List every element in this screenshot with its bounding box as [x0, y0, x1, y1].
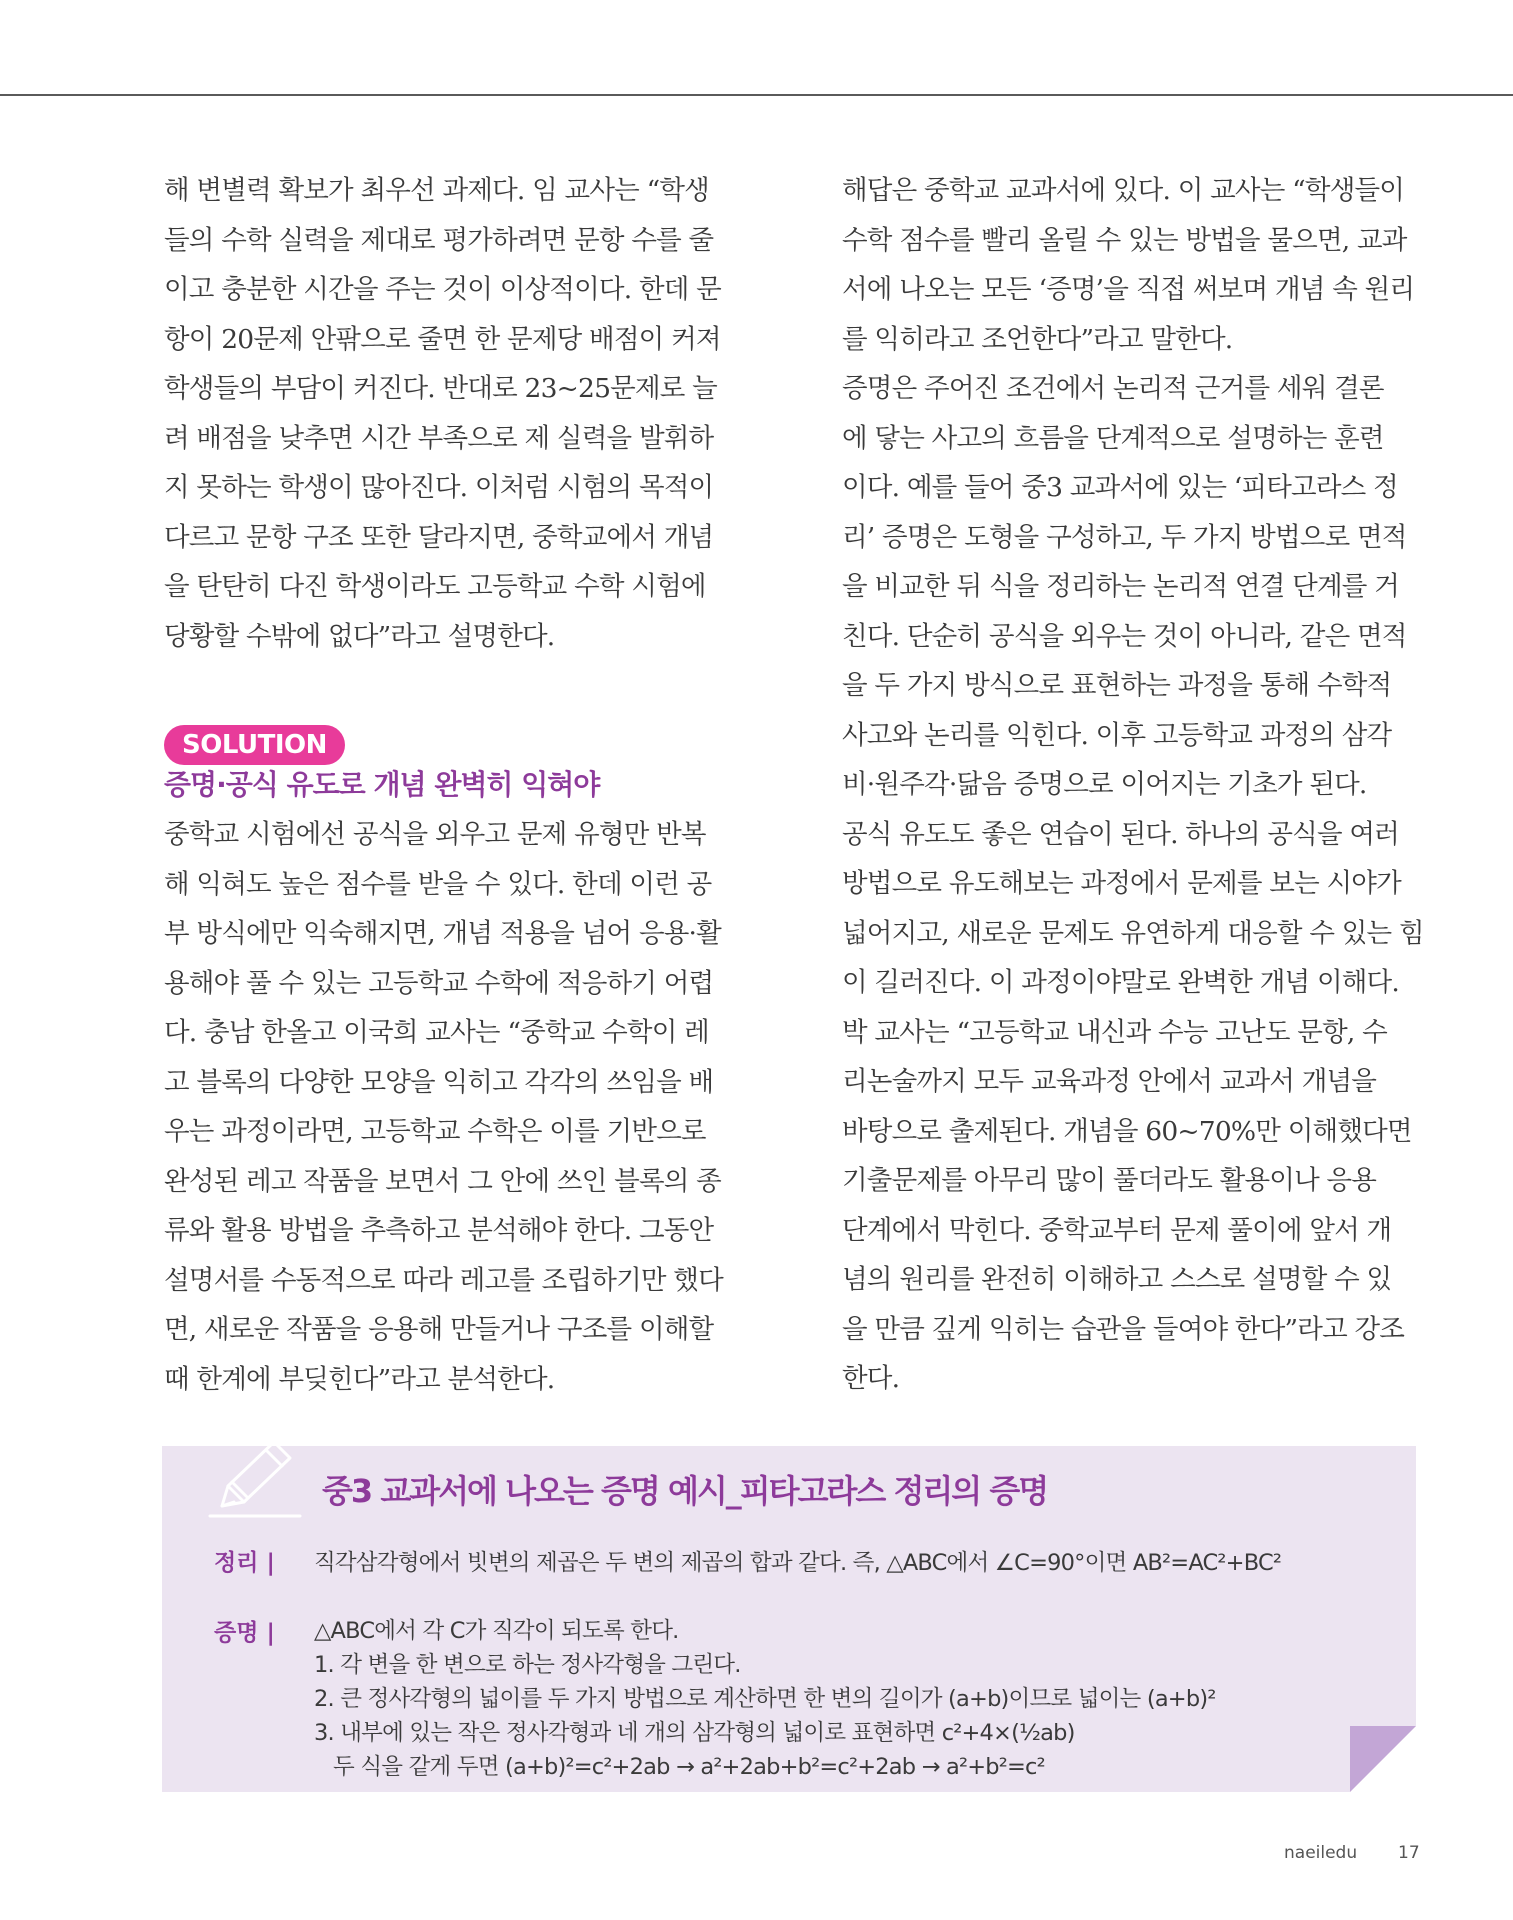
- top-rule: [0, 94, 1513, 96]
- text-line: 리논술까지 모두 교육과정 안에서 교과서 개념을: [842, 1066, 1377, 1097]
- text-line: 한다.: [842, 1363, 900, 1394]
- text-line: 려 배점을 낮추면 시간 부족으로 제 실력을 발휘하: [164, 422, 714, 454]
- text-line: 해답은 중학교 교과서에 있다. 이 교사는 “학생들이: [842, 175, 1405, 206]
- solution-title: 증명·공식 유도로 개념 완벽히 익혀야: [164, 768, 600, 801]
- text-line: 설명서를 수동적으로 따라 레고를 조립하기만 했다: [164, 1264, 723, 1296]
- text-line: 에 닿는 사고의 흐름을 단계적으로 설명하는 훈련: [842, 422, 1384, 454]
- text-line: 면, 새로운 작품을 응용해 만들거나 구조를 이해할: [164, 1314, 714, 1345]
- text-line: 이 길러진다. 이 과정이야말로 완벽한 개념 이해다.: [842, 967, 1399, 998]
- text-line: 고 블록의 다양한 모양을 익히고 각각의 쓰임을 배: [164, 1066, 714, 1098]
- text-line: 부 방식에만 익숙해지면, 개념 적용을 넘어 응용·활: [164, 918, 721, 949]
- text-line: 들의 수학 실력을 제대로 평가하려면 문항 수를 줄: [164, 224, 714, 256]
- solution-badge: SOLUTION: [164, 725, 345, 765]
- right-column: [842, 166, 1424, 1404]
- corner-fold: [1350, 1726, 1416, 1792]
- text-line: 념의 원리를 완전히 이해하고 스스로 설명할 수 있: [842, 1264, 1392, 1295]
- footer-brand: naeiledu: [1284, 1843, 1358, 1863]
- text-line: 항이 20문제 안팎으로 줄면 한 문제당 배점이 커져: [164, 323, 721, 355]
- text-line: 우는 과정이라면, 고등학교 수학은 이를 기반으로: [164, 1116, 706, 1147]
- example-box: [162, 1446, 1416, 1792]
- text-line: 방법으로 유도해보는 과정에서 문제를 보는 시야가: [842, 868, 1401, 899]
- page-number: 17: [1398, 1843, 1420, 1863]
- text-line: 학생들의 부담이 커진다. 반대로 23~25문제로 늘: [164, 373, 717, 404]
- text-line: 넓어지고, 새로운 문제도 유연하게 대응할 수 있는 힘: [842, 917, 1424, 949]
- proof-line: 3. 내부에 있는 작은 정사각형과 네 개의 삼각형의 넓이로 표현하면 c²+4×(½ab): [314, 1720, 1075, 1746]
- theorem-label: 정리 |: [214, 1550, 275, 1576]
- text-line: 용해야 풀 수 있는 고등학교 수학에 적응하기 어렵: [164, 967, 714, 999]
- text-line: 를 익히라고 조언한다”라고 말한다.: [842, 323, 1233, 355]
- text-line: 다. 충남 한올고 이국희 교사는 “중학교 수학이 레: [164, 1017, 709, 1048]
- text-line: 기출문제를 아무리 많이 풀더라도 활용이나 응용: [842, 1165, 1377, 1196]
- text-line: 서에 나오는 모든 ‘증명’을 직접 써보며 개념 속 원리: [842, 274, 1415, 305]
- proof-line: 1. 각 변을 한 변으로 하는 정사각형을 그린다.: [314, 1652, 741, 1678]
- text-line: 중학교 시험에선 공식을 외우고 문제 유형만 반복: [164, 819, 706, 850]
- theorem-text: 직각삼각형에서 빗변의 제곱은 두 변의 제곱의 합과 같다. 즉, △ABC에서 ∠C=90°이면 AB²=AC²+BC²: [314, 1550, 1282, 1576]
- text-line: 을 비교한 뒤 식을 정리하는 논리적 연결 단계를 거: [842, 571, 1399, 602]
- proof-steps: [314, 1614, 1216, 1784]
- intro-text: [164, 166, 746, 661]
- text-line: 친다. 단순히 공식을 외우는 것이 아니라, 같은 면적: [842, 620, 1407, 652]
- text-line: 해 익혀도 높은 점수를 받을 수 있다. 한데 이런 공: [164, 868, 712, 900]
- text-line: 수학 점수를 빨리 올릴 수 있는 방법을 물으면, 교과: [842, 224, 1407, 256]
- text-line: 지 못하는 학생이 많아진다. 이처럼 시험의 목적이: [164, 472, 714, 503]
- proof-line: 두 식을 같게 두면 (a+b)²=c²+2ab → a²+2ab+b²=c²+2ab → a²+b²=c²: [314, 1754, 1045, 1780]
- text-line: 당황할 수밖에 없다”라고 설명한다.: [164, 620, 555, 652]
- text-line: 바탕으로 출제된다. 개념을 60~70%만 이해했다면: [842, 1115, 1412, 1147]
- text-line: 을 두 가지 방식으로 표현하는 과정을 통해 수학적: [842, 670, 1392, 701]
- pencil-icon: [206, 1436, 302, 1522]
- text-line: 완성된 레고 작품을 보면서 그 안에 쓰인 블록의 종: [164, 1165, 721, 1197]
- text-line: 류와 활용 방법을 추측하고 분석해야 한다. 그동안: [164, 1215, 714, 1246]
- text-line: 공식 유도도 좋은 연습이 된다. 하나의 공식을 여러: [842, 818, 1399, 850]
- text-line: 때 한계에 부딪힌다”라고 분석한다.: [164, 1363, 555, 1395]
- text-line: 을 만큼 깊게 익히는 습관을 들여야 한다”라고 강조: [842, 1313, 1405, 1345]
- example-title: 중3 교과서에 나오는 증명 예시_피타고라스 정리의 증명: [322, 1472, 1048, 1510]
- text-line: 사고와 논리를 익힌다. 이후 고등학교 과정의 삼각: [842, 719, 1392, 751]
- text-line: 다르고 문항 구조 또한 달라지면, 중학교에서 개념: [164, 521, 714, 553]
- section-gap: [164, 661, 746, 760]
- text-line: 리’ 증명은 도형을 구성하고, 두 가지 방법으로 면적: [842, 521, 1407, 553]
- text-line: 박 교사는 “고등학교 내신과 수능 고난도 문항, 수: [842, 1016, 1387, 1048]
- text-line: 이고 충분한 시간을 주는 것이 이상적이다. 한데 문: [164, 274, 721, 305]
- proof-label: 증명 |: [214, 1620, 275, 1646]
- text-line: 이다. 예를 들어 중3 교과서에 있는 ‘피타고라스 정: [842, 472, 1398, 503]
- text-line: 증명은 주어진 조건에서 논리적 근거를 세워 결론: [842, 373, 1384, 404]
- text-line: 해 변별력 확보가 최우선 과제다. 임 교사는 “학생: [164, 175, 709, 206]
- proof-line: △ABC에서 각 C가 직각이 되도록 한다.: [314, 1618, 679, 1644]
- solution-text: [164, 810, 746, 1404]
- text-line: 을 탄탄히 다진 학생이라도 고등학교 수학 시험에: [164, 571, 706, 602]
- text-line: 단계에서 막힌다. 중학교부터 문제 풀이에 앞서 개: [842, 1214, 1392, 1246]
- text-line: 비·원주각·닮음 증명으로 이어지는 기초가 된다.: [842, 769, 1367, 800]
- proof-line: 2. 큰 정사각형의 넓이를 두 가지 방법으로 계산하면 한 변의 길이가 (a+b)이므로 넓이는 (a+b)²: [314, 1686, 1216, 1712]
- left-column: [164, 166, 746, 1404]
